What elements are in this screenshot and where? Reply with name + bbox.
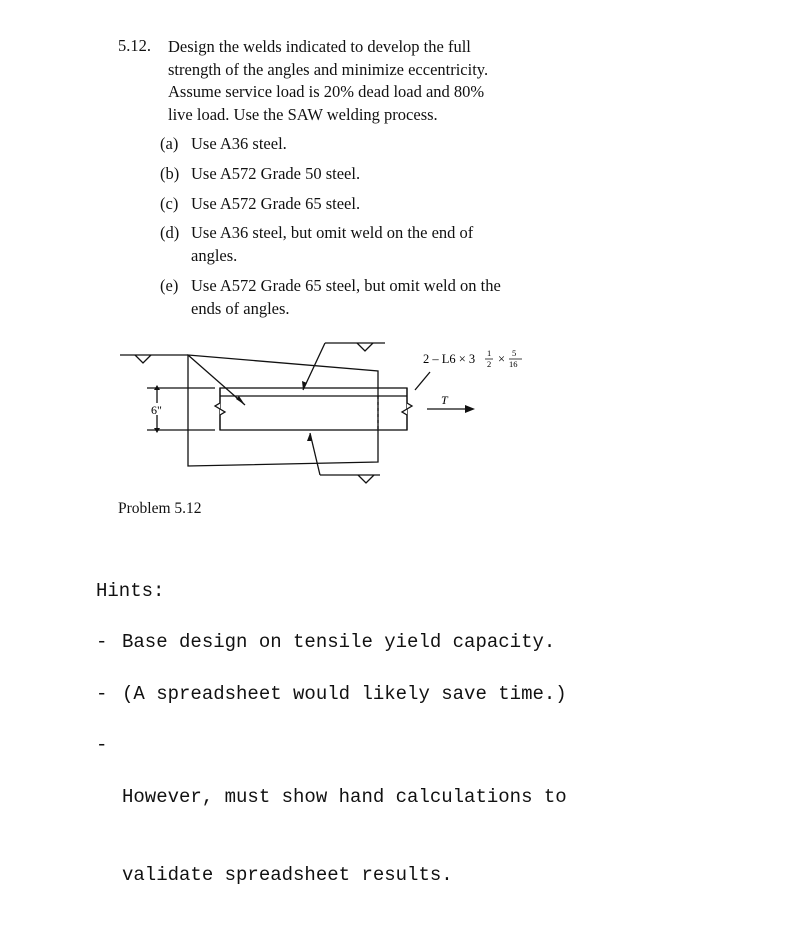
dimension-label: 6" xyxy=(151,403,162,417)
gusset-plate xyxy=(188,355,378,466)
part-label: (e) xyxy=(160,276,179,295)
hint-text: However, must show hand calculations to xyxy=(122,786,567,808)
member-times: × xyxy=(498,352,506,366)
part-text: Use A572 Grade 65 steel. xyxy=(191,194,361,213)
part-text: angles. xyxy=(191,245,238,265)
member-label xyxy=(423,348,522,369)
angle-section xyxy=(220,388,407,430)
problem-statement xyxy=(168,36,558,126)
member-frac2-den: 16 xyxy=(509,359,518,369)
part-text: Use A36 steel. xyxy=(191,134,287,153)
statement-line: Design the welds indicated to develop the full xyxy=(168,37,471,56)
hint-bullet: - xyxy=(96,734,108,756)
hint-text: validate spreadsheet results. xyxy=(122,864,453,886)
part-label: (c) xyxy=(160,194,179,213)
statement-line: live load. Use the SAW welding process. xyxy=(168,104,438,124)
statement-line: strength of the angles and minimize eccentricity. xyxy=(168,59,489,79)
break-line-right xyxy=(402,388,412,430)
weld-diagram xyxy=(115,335,565,495)
hints-title: Hints: xyxy=(96,580,165,602)
member-label-prefix: 2 – L6 × 3 xyxy=(423,352,476,366)
part-label: (a) xyxy=(160,134,179,153)
figure-caption: Problem 5.12 xyxy=(118,500,202,517)
weld-leader-left-arrowhead xyxy=(236,396,245,405)
weld-leader-left xyxy=(188,355,245,405)
part-text: ends of angles. xyxy=(191,298,290,318)
load-arrowhead xyxy=(465,405,475,413)
member-leader xyxy=(415,372,430,390)
load-label: T xyxy=(441,393,448,407)
part-text: Use A36 steel, but omit weld on the end of xyxy=(191,223,474,242)
part-label: (d) xyxy=(160,223,180,242)
hint-text: (A spreadsheet would likely save time.) xyxy=(122,683,567,705)
fillet-weld-symbol-top xyxy=(357,343,373,351)
hint-item xyxy=(96,732,567,886)
fillet-weld-symbol-bottom xyxy=(358,475,374,483)
problem-number: 5.12. xyxy=(118,36,151,55)
fillet-weld-symbol-left xyxy=(135,355,151,363)
hint-text: Base design on tensile yield capacity. xyxy=(122,631,556,653)
break-line-left xyxy=(215,388,225,430)
statement-line: Assume service load is 20% dead load and 80% xyxy=(168,82,485,101)
hint-bullet: - xyxy=(96,631,108,653)
member-frac1-num: 1 xyxy=(487,348,492,358)
hint-bullet: - xyxy=(96,683,108,705)
part-label: (b) xyxy=(160,164,180,183)
member-frac1-den: 2 xyxy=(487,359,492,369)
part-text: Use A572 Grade 50 steel. xyxy=(191,164,361,183)
member-frac2-num: 5 xyxy=(512,348,517,358)
part-text: Use A572 Grade 65 steel, but omit weld on the xyxy=(191,276,501,295)
